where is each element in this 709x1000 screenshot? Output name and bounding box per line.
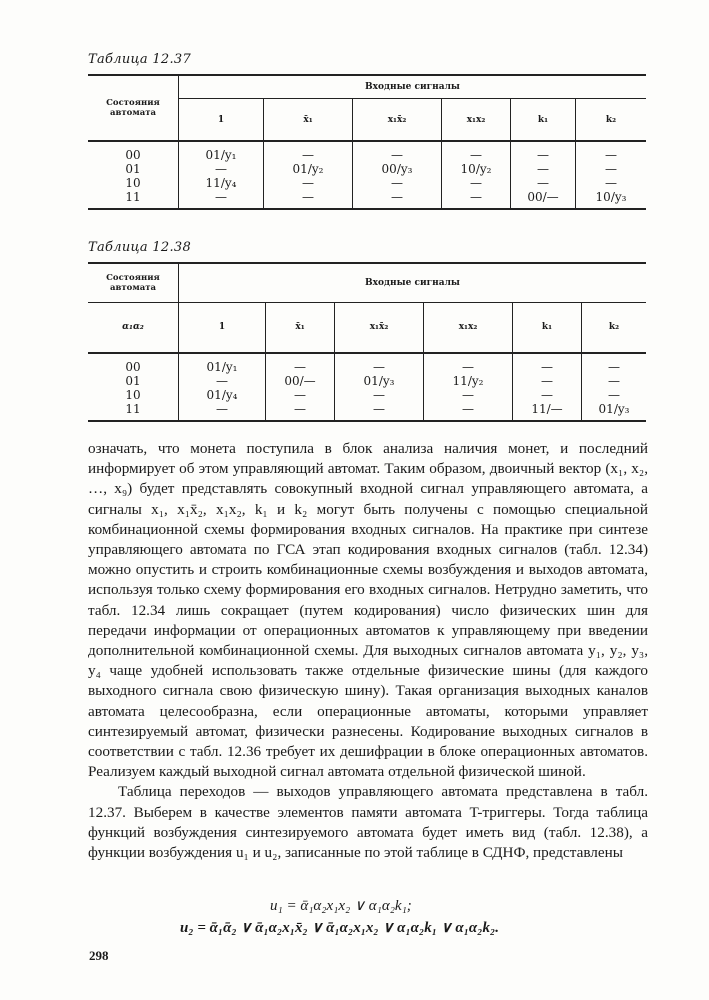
table-cell: — bbox=[215, 162, 227, 176]
table-38-column bbox=[179, 353, 266, 421]
formula-u2: u₂ = ᾱ₁ᾱ₂ ∨ ᾱ₁α₂x₁x̄₂ ∨ ᾱ₁α₂x₁x₂ ∨ α₁α₂k₁ ∨ α₁α₂k₂. bbox=[180, 920, 499, 936]
state-label: 00 bbox=[125, 148, 141, 162]
table-cell: — bbox=[605, 148, 617, 162]
table-37-col-header: k₂ bbox=[576, 99, 647, 141]
table-37-column bbox=[179, 141, 264, 209]
table-cell: — bbox=[294, 359, 306, 374]
table-37-column bbox=[511, 141, 576, 209]
table-37-column bbox=[576, 141, 647, 209]
table-cell: — bbox=[391, 190, 403, 204]
table-cell: — bbox=[391, 148, 403, 162]
paragraph: Таблица переходов — выходов управляющего автомата представлена в табл. 12.37. Выберем в качестве элементов памяти автомата T-триггеры. Тогда таблица функций возбуждения синтезируемого автомата будет иметь вид (табл. 12.38), а функции возбуждения u₁ и u₂, записанные по этой таблице в СДНФ, представлены bbox=[88, 783, 648, 862]
table-cell: — bbox=[302, 176, 314, 190]
table-cell: 01/y₁ bbox=[206, 359, 238, 374]
table-cell: — bbox=[541, 387, 553, 402]
table-cell: — bbox=[373, 359, 385, 374]
table-cell: — bbox=[537, 176, 549, 190]
table-cell: — bbox=[462, 401, 474, 416]
table-37-col-header: x₁x₂ bbox=[442, 99, 511, 141]
table-cell: — bbox=[294, 401, 306, 416]
state-label: 11 bbox=[125, 190, 141, 204]
table-cell: — bbox=[215, 190, 227, 204]
table-38-column bbox=[582, 353, 647, 421]
table-38-col-header: 1 bbox=[179, 303, 266, 353]
table-cell: — bbox=[391, 176, 403, 190]
table-cell: 11/y₂ bbox=[452, 373, 484, 388]
table-cell: 00/— bbox=[527, 190, 559, 204]
table-cell: 00/y₃ bbox=[381, 162, 413, 176]
table-38 bbox=[88, 262, 646, 422]
formula-u1: u₁ = ᾱ₁α₂x₁x₂ ∨ α₁α₂k₁; bbox=[270, 898, 412, 914]
table-cell: — bbox=[537, 148, 549, 162]
state-label: 00 bbox=[125, 359, 141, 374]
table-cell: — bbox=[605, 162, 617, 176]
table-cell: — bbox=[462, 359, 474, 374]
table-38-rowhead: Состояния автомата bbox=[88, 263, 179, 303]
table-37-rowhead: Состояния автомата bbox=[88, 75, 179, 141]
table-38-column bbox=[335, 353, 424, 421]
table-cell: 01/y₁ bbox=[205, 148, 237, 162]
table-cell: — bbox=[216, 373, 228, 388]
table-37-column bbox=[264, 141, 353, 209]
table-37-group-header: Входные сигналы bbox=[179, 75, 647, 99]
table-cell: 10/y₂ bbox=[460, 162, 492, 176]
table-cell: 01/y₃ bbox=[598, 401, 630, 416]
table-38-caption: Таблица 12.38 bbox=[88, 240, 192, 255]
table-38-col-header: x̄₁ bbox=[266, 303, 335, 353]
state-label: 01 bbox=[125, 373, 141, 388]
table-cell: — bbox=[608, 359, 620, 374]
table-cell: — bbox=[608, 387, 620, 402]
table-cell: — bbox=[608, 373, 620, 388]
table-37-col-header: x̄₁ bbox=[264, 99, 353, 141]
table-37-col-header: k₁ bbox=[511, 99, 576, 141]
table-38-states bbox=[88, 353, 179, 421]
state-label: 10 bbox=[125, 176, 141, 190]
table-cell: — bbox=[373, 401, 385, 416]
table-37 bbox=[88, 74, 646, 210]
table-cell: — bbox=[470, 176, 482, 190]
table-cell: 01/y₄ bbox=[206, 387, 238, 402]
table-38-col-header: x₁x₂ bbox=[424, 303, 513, 353]
body-text bbox=[88, 439, 648, 863]
table-cell: — bbox=[373, 387, 385, 402]
state-label: 11 bbox=[125, 401, 141, 416]
table-cell: — bbox=[537, 162, 549, 176]
table-cell: 01/y₃ bbox=[363, 373, 395, 388]
table-38-column bbox=[513, 353, 582, 421]
table-cell: — bbox=[216, 401, 228, 416]
paragraph: означать, что монета поступила в блок анализа наличия монет, и последний информирует об этом управляющий автомат. Таким образом, двоичный вектор (x₁, x₂, …, x₉) будет представлять совокупный входной сигнал управляющего автомата, а сигналы x₁, x₁x̄₂, x₁x₂, k₁ и k₂ могут быть получены с помощью специальной комбинационной схемы формирования входных сигналов. На практике при синтезе управляющего автомата по ГСА этап кодирования входных сигналов (табл. 12.34) можно опустить и строить комбинационные схемы возбуждения и выходов автомата, используя только схему формирования его входных сигналов. Нетрудно заметить, что табл. 12.34 лишь сокращает (путем кодирования) число физических шин для передачи информации от операционных автоматов к управляющему при введении дополнительной комбинационной схемы. Для выходных сигналов автомата y₁, y₂, y₃, y₄ чаще удобней использовать также отдельные физические шины (для каждого выходного сигнала свою физическую шину). Такая организация выходных каналов автомата целесообразна, если операционные автоматы, которыми управляет синтезируемый автомат, физически разнесены. Кодирование выходных сигналов в соответствии с табл. 12.36 требует их дешифрации в блоке операционных автоматов. Реализуем каждый выходной сигнал автомата отдельной физической шиной. bbox=[88, 440, 648, 781]
table-37-states bbox=[88, 141, 179, 209]
table-38-col-header: k₂ bbox=[582, 303, 647, 353]
table-cell: — bbox=[470, 190, 482, 204]
table-cell: — bbox=[605, 176, 617, 190]
table-37-col-header: x₁x̄₂ bbox=[353, 99, 442, 141]
table-cell: — bbox=[302, 190, 314, 204]
page-number: 298 bbox=[89, 948, 109, 963]
table-cell: — bbox=[541, 373, 553, 388]
table-38-col-header: x₁x̄₂ bbox=[335, 303, 424, 353]
state-label: 01 bbox=[125, 162, 141, 176]
table-38-column bbox=[424, 353, 513, 421]
table-38-sub-rowhead: α₁α₂ bbox=[88, 303, 179, 353]
table-38-col-header: k₁ bbox=[513, 303, 582, 353]
table-cell: — bbox=[462, 387, 474, 402]
table-38-group-header: Входные сигналы bbox=[179, 263, 647, 303]
table-37-column bbox=[353, 141, 442, 209]
table-cell: — bbox=[470, 148, 482, 162]
table-37-column bbox=[442, 141, 511, 209]
table-cell: 01/y₂ bbox=[292, 162, 324, 176]
table-37-col-header: 1 bbox=[179, 99, 264, 141]
table-cell: 00/— bbox=[284, 373, 316, 388]
table-38-column bbox=[266, 353, 335, 421]
table-cell: 10/y₃ bbox=[595, 190, 627, 204]
table-37-caption: Таблица 12.37 bbox=[88, 52, 192, 67]
table-cell: — bbox=[541, 359, 553, 374]
table-cell: — bbox=[294, 387, 306, 402]
table-cell: — bbox=[302, 148, 314, 162]
table-cell: 11/y₄ bbox=[205, 176, 237, 190]
table-cell: 11/— bbox=[531, 401, 563, 416]
state-label: 10 bbox=[125, 387, 141, 402]
